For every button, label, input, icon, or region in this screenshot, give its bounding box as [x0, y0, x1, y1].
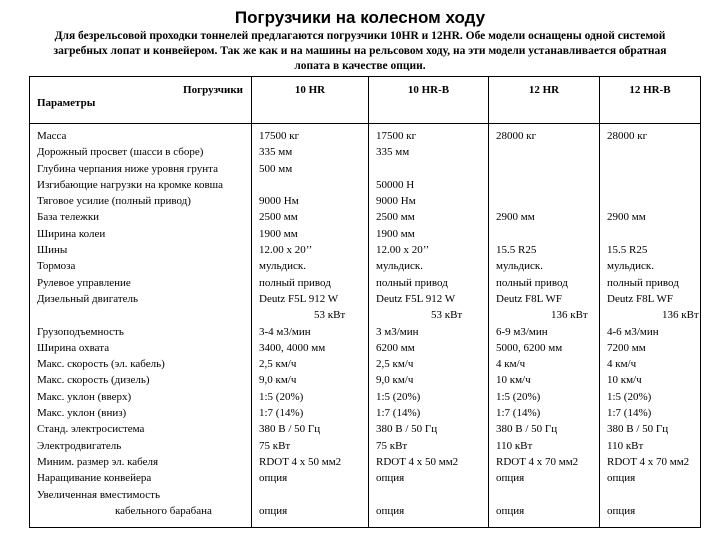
param-label: Изгибающие нагрузки на кромке ковша	[37, 178, 223, 191]
header-params-label: Параметры	[37, 97, 96, 109]
param-value	[496, 144, 599, 160]
param-value: 10 км/ч	[607, 374, 642, 387]
spec-table	[29, 76, 701, 528]
param-value: опция	[607, 504, 636, 517]
header-model-10hr: 10 HR	[252, 77, 369, 124]
param-value: 9,0 км/ч	[376, 374, 414, 387]
param-value: 1:5 (20%)	[376, 390, 421, 403]
param-value: опция	[376, 504, 405, 517]
param-value: 335 мм	[376, 146, 410, 159]
param-value: RDOT 4 x 70 мм2	[607, 455, 690, 468]
param-value: 1:5 (20%)	[259, 390, 304, 403]
param-value	[259, 177, 368, 193]
param-value: 335 мм	[259, 146, 293, 159]
param-label: Станд. электросистема	[37, 423, 145, 436]
values-column-10hr-b	[369, 124, 489, 528]
param-label	[37, 307, 251, 323]
param-value: 110 кВт	[496, 439, 533, 452]
params-column	[30, 124, 252, 528]
param-label: Макс. уклон (вверх)	[37, 390, 132, 403]
param-value: 7200 мм	[607, 341, 646, 354]
param-value: 500 мм	[259, 162, 293, 175]
param-value	[496, 226, 599, 242]
param-value: опция	[496, 472, 525, 485]
header-model-12hr: 12 HR	[489, 77, 600, 124]
param-value: 5000, 6200 мм	[496, 341, 563, 354]
param-value: RDOT 4 x 70 мм2	[496, 455, 579, 468]
param-label: Рулевое управление	[37, 276, 131, 289]
param-value	[496, 193, 599, 209]
param-value: 2900 мм	[607, 211, 646, 224]
param-value: 9,0 км/ч	[259, 374, 297, 387]
param-value: 3400, 4000 мм	[259, 341, 326, 354]
param-value: RDOT 4 x 50 мм2	[259, 455, 342, 468]
param-value: 6200 мм	[376, 341, 415, 354]
param-label: Наращивание конвейера	[37, 472, 152, 485]
table-header-row	[30, 77, 701, 124]
param-value	[496, 177, 599, 193]
param-value: 1900 мм	[376, 227, 415, 240]
param-value: 136 кВт	[662, 309, 699, 322]
param-value: мульдиск.	[376, 260, 423, 273]
header-model-10hr-b: 10 HR-B	[369, 77, 489, 124]
param-value: 10 км/ч	[496, 374, 531, 387]
intro-paragraph: Для безрельсовой проходки тоннелей предлагаются погрузчики 10HR и 12HR. Обе модели оснащены одной системой загребных лопат и конвейером. Так же как и на машины на рельсовом ходу, на эти модели устанавливается обратная лопата в качестве опции.	[53, 30, 667, 72]
param-label: Масса	[37, 130, 67, 142]
param-label: Ширина колеи	[37, 227, 106, 240]
param-label: кабельного барабана	[115, 504, 212, 517]
param-label: Макс. уклон (вниз)	[37, 407, 127, 420]
param-value: мульдиск.	[607, 260, 654, 273]
param-value: 3-4 м3/мин	[259, 325, 311, 338]
param-value	[376, 487, 488, 503]
param-value	[496, 487, 599, 503]
param-value: 1:7 (14%)	[376, 407, 421, 420]
param-value: 2500 мм	[259, 211, 298, 224]
param-label: Тормоза	[37, 260, 76, 273]
param-value: 136 кВт	[551, 309, 588, 322]
header-loaders-label: Погрузчики	[183, 84, 243, 96]
param-label: Электродвигатель	[37, 439, 122, 452]
param-label: Глубина черпания ниже уровня грунта	[37, 162, 218, 175]
param-value: 15.5 R25	[607, 244, 648, 257]
param-value: 9000 Нм	[376, 195, 416, 208]
param-value: 4 км/ч	[607, 358, 637, 371]
param-value: 1:5 (20%)	[607, 390, 652, 403]
param-label: Грузоподъемность	[37, 325, 124, 338]
param-value: 12.00 x 20’’	[376, 244, 430, 257]
param-value: опция	[259, 472, 288, 485]
param-value: 75 кВт	[376, 439, 408, 452]
param-value: 1900 мм	[259, 227, 298, 240]
param-value: опция	[259, 504, 288, 517]
table-body-row	[30, 124, 701, 528]
param-value	[376, 161, 488, 177]
param-value: 17500 кг	[259, 130, 300, 142]
param-value: 380 В / 50 Гц	[496, 423, 558, 436]
param-value	[607, 226, 700, 242]
param-value: 17500 кг	[376, 130, 417, 142]
param-label: Макс. скорость (эл. кабель)	[37, 358, 165, 371]
param-value	[259, 487, 368, 503]
param-value: 53 кВт	[314, 309, 346, 322]
param-value: мульдиск.	[259, 260, 306, 273]
param-value: 1:5 (20%)	[496, 390, 541, 403]
param-value: 2,5 км/ч	[376, 358, 414, 371]
param-value: 9000 Нм	[259, 195, 299, 208]
param-label: Макс. скорость (дизель)	[37, 374, 150, 387]
param-value	[607, 177, 700, 193]
param-value	[607, 193, 700, 209]
param-value: 380 В / 50 Гц	[259, 423, 321, 436]
param-value: 1:7 (14%)	[607, 407, 652, 420]
param-value: 1:7 (14%)	[496, 407, 541, 420]
param-value: 75 кВт	[259, 439, 291, 452]
param-value: 3 м3/мин	[376, 325, 419, 338]
param-value: 110 кВт	[607, 439, 644, 452]
page-title: Погрузчики на колесном ходу	[234, 8, 486, 27]
param-value: 12.00 x 20’’	[259, 244, 313, 257]
param-value: 28000 кг	[607, 130, 648, 142]
param-value: опция	[496, 504, 525, 517]
param-label: База тележки	[37, 211, 100, 224]
values-column-12hr	[489, 124, 600, 528]
header-model-12hr-b: 12 HR-B	[600, 77, 701, 124]
param-value	[607, 487, 700, 503]
param-label: Ширина охвата	[37, 341, 110, 354]
param-value: Deutz F8L WF	[496, 292, 562, 305]
param-value: 2500 мм	[376, 211, 415, 224]
param-value: 1:7 (14%)	[259, 407, 304, 420]
param-value: опция	[607, 472, 636, 485]
param-label: Дорожный просвет (шасси в сборе)	[37, 146, 204, 159]
param-value: 380 В / 50 Гц	[607, 423, 669, 436]
values-column-10hr	[252, 124, 369, 528]
param-value: RDOT 4 x 50 мм2	[376, 455, 459, 468]
param-label: Тяговое усилие (полный привод)	[37, 195, 191, 208]
param-label: Шины	[37, 244, 68, 257]
values-column-12hr-b	[600, 124, 701, 528]
param-value: мульдиск.	[496, 260, 543, 273]
param-value: 4-6 м3/мин	[607, 325, 659, 338]
param-value: 2900 мм	[496, 211, 535, 224]
param-value: 4 км/ч	[496, 358, 526, 371]
header-corner-cell	[30, 77, 252, 124]
param-label: Миним. размер эл. кабеля	[37, 455, 159, 468]
param-value: Deutz F8L WF	[607, 292, 673, 305]
param-value: 380 В / 50 Гц	[376, 423, 438, 436]
param-value: 28000 кг	[496, 130, 537, 142]
param-value: полный привод	[376, 276, 448, 289]
param-value: Deutz F5L 912 W	[259, 292, 339, 305]
param-value: 2,5 км/ч	[259, 358, 297, 371]
param-value	[607, 144, 700, 160]
param-value: полный привод	[496, 276, 568, 289]
param-value	[496, 161, 599, 177]
param-value: 50000 Н	[376, 178, 415, 191]
param-value: 6-9 м3/мин	[496, 325, 548, 338]
param-value	[607, 161, 700, 177]
param-label: Дизельный двигатель	[37, 292, 139, 305]
param-value: 15.5 R25	[496, 244, 537, 257]
param-value: Deutz F5L 912 W	[376, 292, 456, 305]
param-value: полный привод	[259, 276, 331, 289]
param-value: опция	[376, 472, 405, 485]
param-value: полный привод	[607, 276, 679, 289]
param-label: Увеличенная вместимость	[37, 488, 160, 501]
param-value: 53 кВт	[431, 309, 463, 322]
